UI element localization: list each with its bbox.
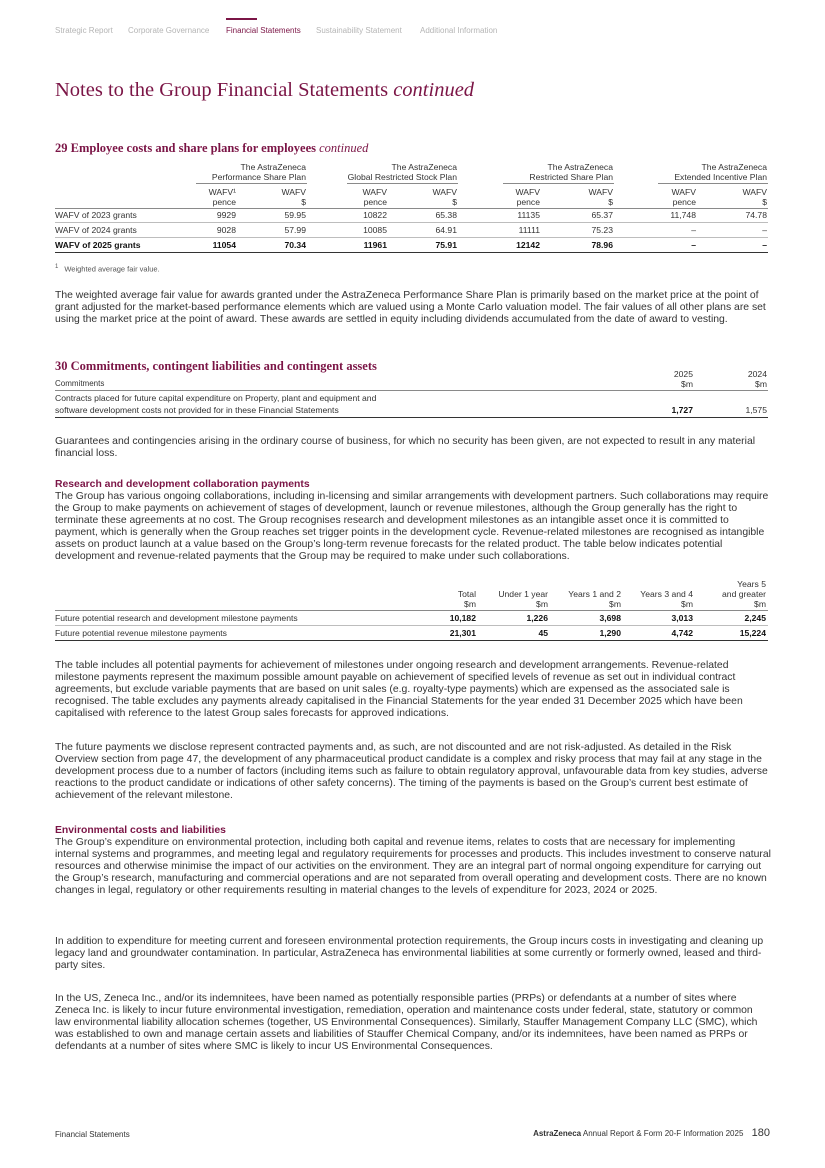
nav-additional-information[interactable]: Additional Information — [420, 26, 498, 35]
milestone-col-2-mid: Under 1 year — [498, 589, 548, 599]
milestone-bottom-rule — [55, 640, 768, 641]
note-29-title-continued: continued — [319, 141, 369, 155]
col-header-2-top: WAFV — [281, 187, 306, 197]
table-cell: 11,748 — [670, 210, 696, 220]
row-divider — [55, 237, 768, 238]
group-rule-3 — [503, 183, 614, 184]
table-cell: 74.78 — [745, 210, 767, 220]
note-29-title-text: 29 Employee costs and share plans for employees — [55, 141, 316, 155]
col-header-4-bottom: $ — [452, 197, 457, 207]
top-navigation — [55, 18, 770, 42]
commitments-row-line2: software development costs not provided for in these Financial Statements — [55, 405, 339, 415]
table-cell: 78.96 — [591, 240, 613, 250]
rnd-heading: Research and development collaboration payments — [55, 479, 310, 490]
col-header-6-bottom: $ — [608, 197, 613, 207]
milestone-col-5-mid: and greater — [722, 589, 766, 599]
table-bottom-rule — [55, 252, 768, 253]
group-header-4-line1: The AstraZeneca — [701, 162, 767, 172]
row-label: Future potential revenue milestone payments — [55, 628, 227, 638]
row-divider — [55, 625, 768, 626]
group-header-1-line2: Performance Share Plan — [211, 172, 306, 182]
col-header-3-bottom: pence — [363, 197, 387, 207]
page-title-continued: continued — [393, 79, 475, 101]
footer-brand: AstraZeneca — [533, 1129, 582, 1138]
table-cell: 65.38 — [435, 210, 457, 220]
table-cell: 15,224 — [739, 628, 766, 638]
footnote-text: Weighted average fair value. — [64, 264, 160, 274]
footnote-marker: 1 — [55, 264, 59, 270]
group-rule-2 — [347, 183, 458, 184]
table-cell: 3,698 — [599, 613, 621, 623]
table-cell: 11135 — [517, 210, 540, 220]
milestone-header-rule — [55, 610, 768, 611]
footer-section-label: Financial Statements — [55, 1130, 130, 1139]
unit-2024-header: $m — [755, 379, 767, 389]
nav-active-indicator — [226, 18, 257, 20]
row-label: WAFV of 2025 grants — [55, 240, 141, 250]
page-title-main: Notes to the Group Financial Statements — [55, 79, 389, 101]
table-cell: 64.91 — [435, 225, 457, 235]
commitments-label: Commitments — [55, 379, 105, 388]
table-cell: 12142 — [516, 240, 540, 250]
nav-sustainability-statement[interactable]: Sustainability Statement — [316, 26, 402, 35]
col-header-7-top: WAFV — [671, 187, 696, 197]
table-cell: – — [691, 240, 696, 250]
table-cell: 9929 — [216, 210, 236, 220]
rnd-paragraph: The Group has various ongoing collaborations, including in-licensing and similar arrangements with development partners. Such collaborations may require the Group to make payments on achievement of stages of development, launch or revenue milestones, although the Group generally has the right to terminate these agreements at no cost. The Group recognises research and development milestones as an intangible asset once it is committed to payment, which is generally when the Group reaches set trigger points in the development cycle. Revenue-related milestones are recognised as intangible assets on product launch at a value based on the Group’s long-term revenue forecasts for the related product. The table below indicates potential development and revenue-related payments that the Group may be required to make under such collaborations. — [55, 491, 769, 562]
note-29-paragraph: The weighted average fair value for awards granted under the AstraZeneca Performance Share Plan is primarily based on the market price at the point of grant adjusted for the market-based performance elements which are valued using a Monte Carlo valuation model. The fair values of all other plans are set using the market price at the point of award. These awards are settled in equity including dividends accumulated from the date of award to vesting. — [55, 290, 766, 325]
row-label: Future potential research and development milestone payments — [55, 613, 298, 623]
table-cell: 45 — [538, 628, 548, 638]
note-29-title — [55, 141, 368, 156]
unit-2025-header: $m — [681, 379, 693, 389]
env-heading: Environmental costs and liabilities — [55, 825, 226, 836]
commitments-value-2024: 1,575 — [745, 405, 767, 415]
milestone-col-3-mid: Years 1 and 2 — [568, 589, 621, 599]
nav-strategic-report[interactable]: Strategic Report — [55, 26, 113, 35]
footer-report-title: Annual Report & Form 20-F Information 2025 — [582, 1129, 744, 1138]
page-title — [55, 79, 474, 102]
row-label: WAFV of 2023 grants — [55, 210, 137, 220]
commitments-value-2025: 1,727 — [671, 405, 693, 415]
year-2025-header: 2025 — [673, 369, 693, 379]
table-cell: 9028 — [216, 225, 236, 235]
col-header-1-bottom: pence — [212, 197, 236, 207]
env-paragraph-2: In addition to expenditure for meeting current and foreseen environmental protection requirements, the Group incurs costs in investigating and cleaning up legacy land and groundwater contamination. In particular, AstraZeneca has environmental liabilities at some currently or formerly owned, leased and third-party sites. — [55, 936, 764, 971]
milestone-col-2-unit: $m — [536, 599, 548, 609]
note-30-title: 30 Commitments, contingent liabilities and contingent assets — [55, 359, 377, 373]
col-header-8-top: WAFV — [742, 187, 767, 197]
milestone-col-1-mid: Total — [457, 589, 476, 599]
table-cell: 11961 — [363, 240, 387, 250]
table-cell: – — [762, 240, 767, 250]
row-divider — [55, 222, 768, 223]
col-header-4-top: WAFV — [432, 187, 457, 197]
rnd-paragraph-2: The table includes all potential payments for achievement of milestones under ongoing research and development arrangements. Revenue-related milestone payments represent the maximum possible amount payable on achievement of specified levels of revenue as set out in individual contract agreements, but exclude variable payments that are based on unit sales (e.g. royalty-type payments) which are expensed as the associated sale is recognised. The table excludes any payments already capitalised in the Financial Statements for the year ended 31 December 2025 which have been capitalised with reference to the latest Group sales forecasts for approved indications. — [55, 660, 743, 719]
milestone-col-5-unit: $m — [754, 599, 766, 609]
table-cell: 10085 — [363, 225, 387, 235]
table-cell: 75.23 — [591, 225, 613, 235]
footer-report-info — [533, 1127, 770, 1139]
group-header-3-line1: The AstraZeneca — [547, 162, 613, 172]
group-rule-4 — [658, 183, 768, 184]
milestone-col-1-unit: $m — [464, 599, 476, 609]
nav-corporate-governance[interactable]: Corporate Governance — [128, 26, 210, 35]
table-cell: – — [762, 225, 767, 235]
milestone-col-5-top: Years 5 — [737, 579, 766, 589]
table-cell: 3,013 — [671, 613, 693, 623]
nav-financial-statements[interactable]: Financial Statements — [226, 26, 301, 35]
col-header-6-top: WAFV — [588, 187, 613, 197]
commitments-bottom-rule — [55, 417, 768, 418]
table-cell: 21,301 — [449, 628, 476, 638]
table-cell: – — [691, 225, 696, 235]
row-label: WAFV of 2024 grants — [55, 225, 137, 235]
rnd-paragraph-3: The future payments we disclose represent contracted payments and, as such, are not discounted and are not risk-adjusted. As detailed in the Risk Overview section from page 47, the development of any pharmaceutical product candidate is a complex and risky process that may fail at any stage in the development process due to a number of factors (including items such as failure to obtain regulatory approval, unfavourable data from key studies, adverse reactions to the product candidate or indications of other safety concerns). The timing of the payments is based on the Group’s current best estimate of achievement of the relevant milestone. — [55, 742, 768, 801]
page-number: 180 — [751, 1127, 770, 1139]
table-cell: 1,290 — [599, 628, 621, 638]
group-header-2-line2: Global Restricted Stock Plan — [347, 172, 457, 182]
table-cell: 11111 — [518, 225, 540, 235]
col-header-3-top: WAFV — [362, 187, 387, 197]
env-paragraph-3: In the US, Zeneca Inc., and/or its indemnitees, have been named as potentially responsible parties (PRPs) or defendants at a number of sites where Zeneca Inc. is likely to incur future environmental investigation, remediation, operation and maintenance costs under federal, state, statutory or common law environmental liability allocation schemes (together, US Environmental Consequences). Similarly, Stauffer Management Company LLC (SMC), which was established to own and manage certain assets and liabilities of Stauffer Chemical Company, and/or its indemnitees, have been named as PRPs or defendants at a number of sites where SMC is likely to incur US Environmental Consequences. — [55, 993, 758, 1052]
milestone-col-4-mid: Years 3 and 4 — [640, 589, 693, 599]
table-cell: 2,245 — [744, 613, 766, 623]
table-cell: 70.34 — [284, 240, 306, 250]
guarantees-paragraph: Guarantees and contingencies arising in the ordinary course of business, for which no security has been given, are not expected to result in any material financial loss. — [55, 436, 756, 459]
env-paragraph-1: The Group’s expenditure on environmental protection, including both capital and revenue items, relates to costs that are necessary for implementing internal systems and programmes, and meeting legal and regulatory requirements for processes and products. This includes investment to conserve natural resources and otherwise minimise the impact of our activities on the environment. They are an integral part of normal ongoing expenditure for carrying out the Group’s research, manufacturing and commercial operations and are not separated from overall operating and development costs. There are no known changes in legal, regulatory or other requirements resulting in material changes to the levels of expenditure for 2023, 2024 or 2025. — [55, 837, 771, 896]
group-header-3-line2: Restricted Share Plan — [529, 172, 613, 182]
col-header-8-bottom: $ — [762, 197, 767, 207]
col-header-1-top: WAFV¹ — [208, 187, 236, 197]
group-header-2-line1: The AstraZeneca — [391, 162, 457, 172]
col-header-5-bottom: pence — [516, 197, 540, 207]
table-cell: 10,182 — [449, 613, 476, 623]
table-cell: 1,226 — [526, 613, 548, 623]
share-plan-header-rule — [55, 208, 768, 209]
table-cell: 11054 — [212, 240, 236, 250]
col-header-5-top: WAFV — [515, 187, 540, 197]
group-header-1-line1: The AstraZeneca — [240, 162, 306, 172]
commitments-header-rule — [55, 390, 768, 391]
table-cell: 57.99 — [284, 225, 306, 235]
milestone-col-4-unit: $m — [681, 599, 693, 609]
group-rule-1 — [196, 183, 307, 184]
footnote — [55, 264, 160, 274]
col-header-7-bottom: pence — [672, 197, 696, 207]
table-cell: 59.95 — [284, 210, 306, 220]
col-header-2-bottom: $ — [301, 197, 306, 207]
table-cell: 65.37 — [591, 210, 613, 220]
table-cell: 4,742 — [671, 628, 693, 638]
commitments-row-line1: Contracts placed for future capital expenditure on Property, plant and equipment and — [55, 393, 377, 403]
table-cell: 10822 — [363, 210, 387, 220]
milestone-col-3-unit: $m — [609, 599, 621, 609]
group-header-4-line2: Extended Incentive Plan — [674, 172, 767, 182]
table-cell: 75.91 — [435, 240, 457, 250]
year-2024-header: 2024 — [747, 369, 767, 379]
